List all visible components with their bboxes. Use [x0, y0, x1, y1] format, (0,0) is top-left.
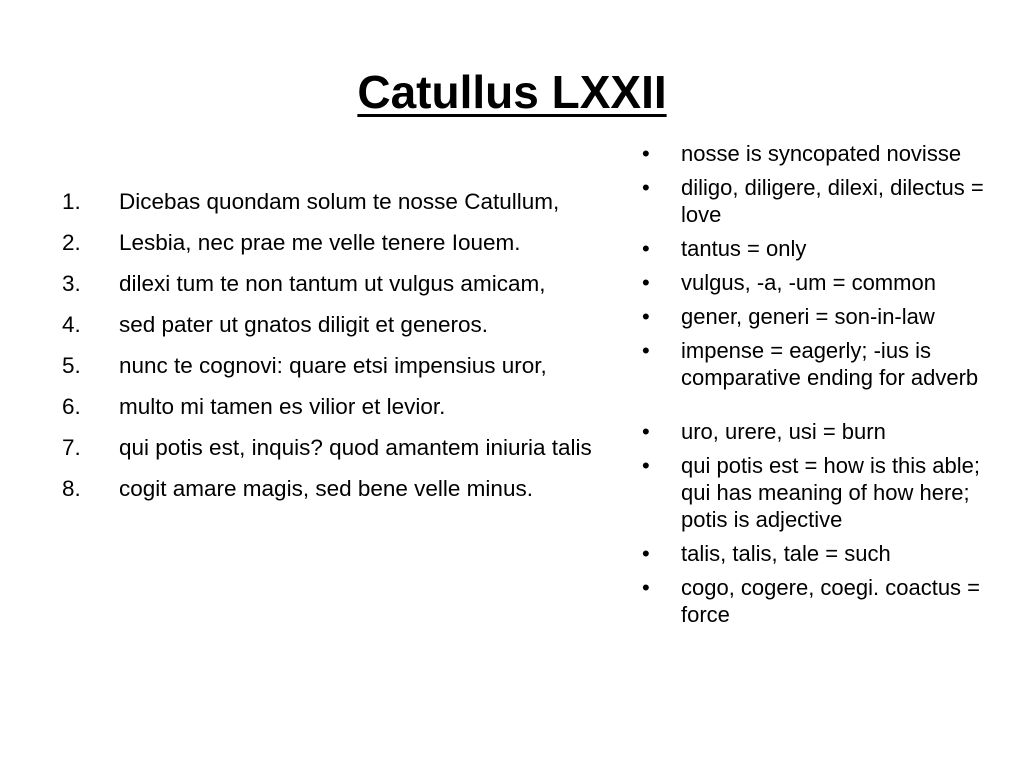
- bullet-icon: •: [642, 175, 650, 200]
- verse-line: [62, 222, 592, 263]
- bullet-icon: •: [642, 141, 650, 166]
- vocab-text: cogo, cogere, coegi. coactus = force: [681, 575, 981, 627]
- verse-line: [62, 345, 592, 386]
- verse-line: [62, 304, 592, 345]
- verse-line: [62, 427, 592, 468]
- vocab-text: uro, urere, usi = burn: [681, 419, 886, 444]
- verse-text: cogit amare magis, sed bene velle minus.: [119, 476, 533, 501]
- bullet-icon: •: [642, 419, 650, 444]
- vocab-item: [640, 540, 1012, 567]
- verse-text: Dicebas quondam solum te nosse Catullum,: [119, 189, 560, 214]
- verse-text: multo mi tamen es vilior et levior.: [119, 394, 446, 419]
- verse-number: 3.: [62, 271, 81, 296]
- verse-number: 2.: [62, 230, 81, 255]
- bullet-icon: •: [642, 338, 650, 363]
- verse-text: sed pater ut gnatos diligit et generos.: [119, 312, 488, 337]
- vocab-item: [640, 140, 1012, 167]
- bullet-icon: •: [642, 270, 650, 295]
- verse-text: dilexi tum te non tantum ut vulgus amicam,: [119, 271, 546, 296]
- vocab-text: vulgus, -a, -um = common: [681, 270, 936, 295]
- vocab-list: [640, 140, 1012, 635]
- verse-line: [62, 181, 592, 222]
- vocab-text: qui potis est = how is this able; qui has meaning of how here; potis is adjective: [681, 453, 980, 532]
- vocab-text: diligo, diligere, dilexi, dilectus = love: [681, 175, 984, 227]
- vocab-item: [640, 337, 1012, 391]
- vocab-text: talis, talis, tale = such: [681, 541, 891, 566]
- verse-number: 1.: [62, 189, 81, 214]
- verse-number: 6.: [62, 394, 81, 419]
- vocab-item: [640, 174, 1012, 228]
- bullet-icon: •: [642, 575, 650, 600]
- verse-number: 7.: [62, 435, 81, 460]
- vocab-item: [640, 574, 1012, 628]
- slide-title: [0, 62, 1024, 122]
- verse-text: Lesbia, nec prae me velle tenere Iouem.: [119, 230, 521, 255]
- vocab-text: tantus = only: [681, 236, 807, 261]
- verse-line: [62, 386, 592, 427]
- verse-line: [62, 468, 592, 509]
- vocab-item: [640, 303, 1012, 330]
- verse-number: 8.: [62, 476, 81, 501]
- bullet-icon: •: [642, 453, 650, 478]
- vocab-text: nosse is syncopated novisse: [681, 141, 962, 166]
- vocab-item: [640, 235, 1012, 262]
- vocab-item: [640, 269, 1012, 296]
- bullet-icon: •: [642, 541, 650, 566]
- bullet-icon: •: [642, 304, 650, 329]
- vocab-item: [640, 418, 1012, 445]
- vocab-text: impense = eagerly; -ius is comparative ending for adverb: [681, 338, 979, 390]
- verse-list: [62, 181, 592, 509]
- verse-text: nunc te cognovi: quare etsi impensius uror,: [119, 353, 547, 378]
- verse-number: 4.: [62, 312, 81, 337]
- bullet-icon: •: [642, 236, 650, 261]
- verse-line: [62, 263, 592, 304]
- vocab-item: [640, 452, 1012, 533]
- verse-number: 5.: [62, 353, 81, 378]
- slide-title-text: Catullus LXXII: [357, 66, 667, 118]
- verse-text: qui potis est, inquis? quod amantem iniuria talis: [119, 435, 592, 460]
- vocab-text: gener, generi = son-in-law: [681, 304, 935, 329]
